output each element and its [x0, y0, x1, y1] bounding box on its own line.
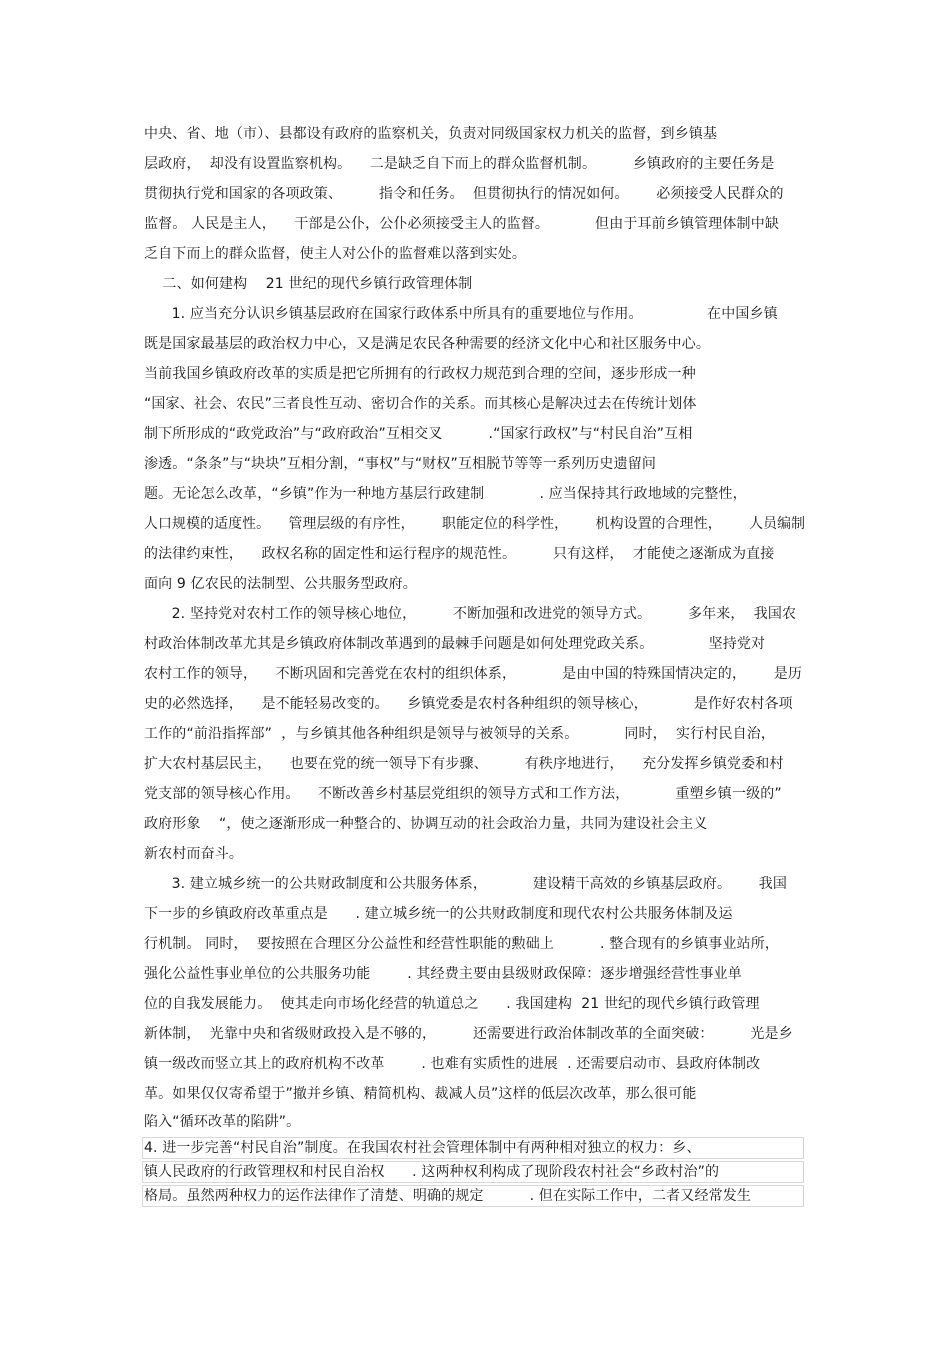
text-line: 村政治体制改革尤其是乡镇政府体制改革遇到的最棘手问题是如何处理党政关系。 坚持党对: [144, 636, 766, 652]
text-line: 工作的“前沿指挥部” ，与乡镇其他各种组织是领导与被领导的关系。 同时， 实行村民自治，: [144, 726, 776, 742]
text-line: 中央、省、地（市）、县都设有政府的监察机关，负责对同级国家权力机关的监督，到乡镇基: [144, 126, 718, 142]
text-line: 贯彻执行党和国家的各项政策、 指令和任务。 但贯彻执行的情况如何。 必须接受人民群众的: [144, 186, 784, 202]
text-line: 格局。虽然两种权力的运作法律作了清楚、明确的规定 . 但在实际工作中，二者又经常发生: [144, 1188, 752, 1204]
text-line: 新农村而奋斗。: [144, 846, 244, 862]
paragraph-start: 4. 进一步完善“村民自治”制度。在我国农村社会管理体制中有两种相对独立的权力：乡、: [144, 1140, 701, 1156]
text-line: 政府形象 “，使之逐渐形成一种整合的、协调互动的社会政治力量，共同为建设社会主义: [144, 816, 708, 832]
text-line: 乏自下而上的群众监督，使主人对公仆的监督难以落到实处。: [144, 246, 527, 262]
text-line: 镇人民政府的行政管理权和村民自治权 . 这两种权利构成了现阶段农村社会“乡政村治”的: [144, 1164, 720, 1180]
text-line: 革。如果仅仅寄希望于”撤并乡镇、精简机构、裁减人员”这样的低层次改革，那么很可能: [144, 1086, 697, 1102]
text-line: 当前我国乡镇政府改革的实质是把它所拥有的行政权力规范到合理的空间，逐步形成一种: [144, 366, 696, 382]
text-line: 史的必然选择， 是不能轻易改变的。 乡镇党委是农村各种组织的领导核心， 是作好农村各项: [144, 696, 793, 712]
text-line: 层政府， 却没有设置监察机构。 二是缺乏自下而上的群众监督机制。 乡镇政府的主要任务是: [144, 156, 775, 172]
paragraph-start: 3. 建立城乡统一的公共财政制度和公共服务体系， 建设精干高效的乡镇基层政府。 我国: [144, 876, 788, 892]
text-line: 陷入“循环改革的陷阱”。: [144, 1114, 301, 1130]
text-line: 党支部的领导核心作用。 不断改善乡村基层党组织的领导方式和工作方法， 重塑乡镇一级的”: [144, 786, 782, 802]
text-line: 既是国家最基层的政治权力中心，又是满足农民各种需要的经济文化中心和社区服务中心。: [144, 336, 710, 352]
text-line: 面向 9 亿农民的法制型、公共服务型政府。: [144, 576, 417, 592]
paragraph-start: 2. 坚持党对农村工作的领导核心地位， 不断加强和改进党的领导方式。 多年来， 我国农: [144, 606, 797, 622]
text-line: 监督。 人民是主人， 干部是公仆，公仆必须接受主人的监督。 但由于耳前乡镇管理体制中缺: [144, 216, 780, 232]
text-line: 行机制。 同时， 要按照在合理区分公益性和经营性职能的勲础上 . 整合现有的乡镇事业站所，: [144, 936, 780, 952]
text-line: 强化公益性事业单位的公共服务功能 . 其经费主要由县级财政保障：逐步增强经营性事业单: [144, 966, 742, 982]
text-line: 扩大农村基层民主， 也要在党的统一领导下有步骤、 有秩序地进行， 充分发挥乡镇党委和村: [144, 756, 784, 772]
text-line: 下一步的乡镇政府改革重点是 . 建立城乡统一的公共财政制度和现代农村公共服务体制及运: [144, 906, 733, 922]
text-line: 题。无论怎么改革，“乡镇”作为一种地方基层行政建制 . 应当保持其行政地域的完整性，: [144, 486, 747, 502]
section-heading: 二、如何建构 21 世纪的现代乡镇行政管理体制: [144, 276, 473, 292]
text-line: 镇一级改而竖立其上的政府机构不改革 . 也难有实质性的进展 . 还需要启动市、县政府体制改: [144, 1056, 761, 1072]
text-line: “国家、社会、农民”三者良性互动、密切合作的关系。而其核心是解决过去在传统计划体: [144, 396, 697, 412]
text-line: 制下所形成的“政党政治”与“政府政治”互相交叉 .“国家行政权”与“村民自治”互相: [144, 426, 693, 442]
text-line: 农村工作的领导， 不断巩固和完善党在农村的组织体系， 是由中国的特殊国情决定的， 是历: [144, 666, 803, 682]
paragraph-start: 1. 应当充分认识乡镇基层政府在国家行政体系中所具有的重要地位与作用。 在中国乡镇: [144, 306, 778, 322]
text-line: 人口规模的适度性。 管理层级的有序性， 职能定位的科学性， 机构设置的合理性， 人员编制: [144, 516, 806, 532]
text-line: 新体制， 光靠中央和省级财政投入是不够的， 还需要进行政治体制改革的全面突破： 光是乡: [144, 1026, 793, 1042]
text-line: 位的自我发展能力。 使其走向市场化经营的轨道总之 . 我国建构 21 世纪的现代乡镇行政管理: [144, 996, 760, 1012]
text-line: 的法律约束性， 政权名称的固定性和运行程序的规范性。 只有这样， 才能使之逐渐成为直接: [144, 546, 775, 562]
text-line: 渗透。“条条”与“块块”互相分割，“事权”与“财权”互相脱节等等一系列历史遗留问: [144, 456, 657, 472]
